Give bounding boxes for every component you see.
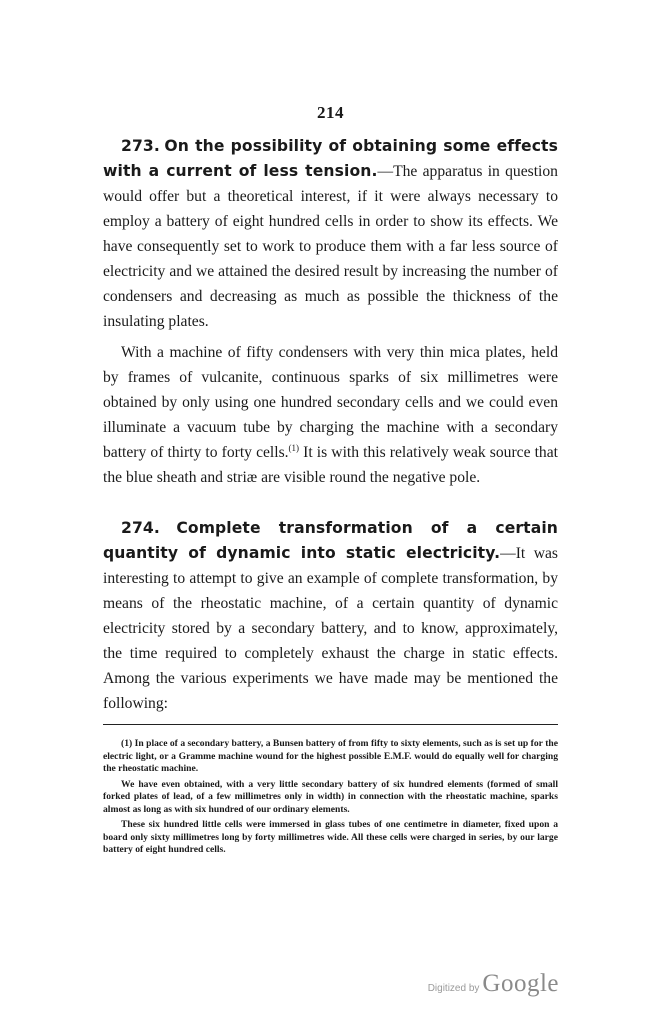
google-logo: Google (482, 970, 559, 997)
section-text: —It was interesting to attempt to give an example of complete transformation, by means of the rheostatic machine, of a certain quantity of dynamic electricity stored by a secondary battery, and to know, approximately, the time required to completely exhaust the charge in static effects. Among the various experiments we have made may be mentioned the following: (103, 545, 558, 712)
section-number: 273. (121, 137, 160, 155)
footnote-text: These six hundred little cells were immersed in glass tubes of one centimetre in diameter, fixed upon a board only sixty millimetres long by forty millimetres wide. All these cells were charged in series, by our large battery of eight hundred cells. (103, 819, 558, 855)
footnote-text: In place of a secondary battery, a Bunsen battery of from fifty to sixty elements, such as is set up for the electric light, or a Gramme machine wound for the highest possible E.M.F. would do equally well for charging the rheostatic machine. (103, 738, 558, 774)
section-heading: Complete transformation of a certain quantity of dynamic into static electricity. (103, 519, 558, 562)
book-page (103, 0, 558, 1020)
section-text: —The apparatus in question would offer but a theoretical interest, if it were always necessary to employ a battery of eight hundred cells in order to show its effects. We have consequently set to work to produce them with a far less source of electricity and we attained the desired result by increasing the number of condensers and decreasing as much as possible the thickness of the insulating plates. (103, 163, 558, 330)
section-273 (103, 134, 558, 334)
footnote-marker: (1) (121, 738, 133, 749)
footnote-1 (103, 738, 558, 776)
paragraph (103, 340, 558, 490)
digitized-watermark (428, 970, 559, 998)
paragraph-text-continued: It is with this relatively weak source that the blue sheath and striæ are visible round the negative pole. (103, 444, 558, 486)
footnotes (103, 738, 558, 860)
footnote-reference: (1) (288, 442, 300, 453)
footnote-1-continued-2 (103, 819, 558, 857)
footnote-1-continued (103, 779, 558, 817)
watermark-prefix: Digitized by (427, 983, 480, 994)
footnote-divider (103, 724, 558, 725)
section-274 (103, 516, 558, 716)
paragraph-text: With a machine of fifty condensers with very thin mica plates, held by frames of vulcanite, continuous sparks of six millimetres were obtained by only using one hundred secondary cells and we could even illuminate a vacuum tube by charging the machine with a secondary battery of thirty to forty cells. (103, 344, 558, 461)
section-heading: On the possibility of obtaining some effects with a current of less tension. (103, 137, 558, 180)
page-number: 214 (317, 103, 344, 122)
section-number: 274. (121, 519, 160, 537)
footnote-text: We have even obtained, with a very little secondary battery of six hundred elements (formed of small forked plates of lead, of a few millimetres only in width) in connection with the rheostatic machine, sparks almost as long as with six hundred of our ordinary elements. (103, 778, 558, 815)
